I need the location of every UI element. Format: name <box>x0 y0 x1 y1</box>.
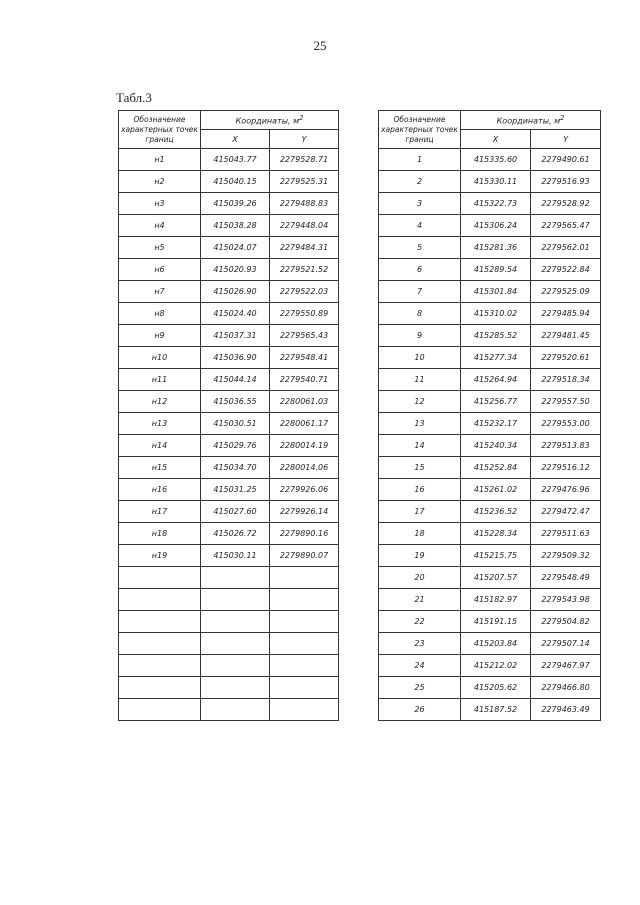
cell-point: н8 <box>119 303 201 325</box>
cell-x: 415207.57 <box>461 567 531 589</box>
cell-point: 3 <box>379 193 461 215</box>
table-row <box>379 633 601 655</box>
header-coordinates <box>201 111 339 130</box>
cell-x: 415034.70 <box>201 457 270 479</box>
cell-y: 2279565.43 <box>270 325 339 347</box>
cell-y <box>270 567 339 589</box>
cell-x <box>201 655 270 677</box>
cell-x: 415240.34 <box>461 435 531 457</box>
cell-y: 2279485.94 <box>531 303 601 325</box>
header-y: Y <box>531 130 601 149</box>
cell-x: 415020.93 <box>201 259 270 281</box>
cell-point: н3 <box>119 193 201 215</box>
cell-x: 415037.31 <box>201 325 270 347</box>
table-row <box>119 479 339 501</box>
cell-x: 415203.84 <box>461 633 531 655</box>
cell-point: 17 <box>379 501 461 523</box>
table-row <box>379 435 601 457</box>
cell-x: 415264.94 <box>461 369 531 391</box>
table-row <box>119 699 339 721</box>
cell-point: н12 <box>119 391 201 413</box>
cell-x: 415036.55 <box>201 391 270 413</box>
coordinates-table-right <box>378 110 601 721</box>
cell-y: 2279472.47 <box>531 501 601 523</box>
cell-point: н1 <box>119 149 201 171</box>
table-row <box>379 655 601 677</box>
cell-y <box>270 655 339 677</box>
cell-point <box>119 633 201 655</box>
cell-x <box>201 677 270 699</box>
cell-y: 2279516.93 <box>531 171 601 193</box>
header-point-designation: Обозначение характерных точек границ <box>119 111 201 149</box>
cell-x: 415310.02 <box>461 303 531 325</box>
cell-point <box>119 655 201 677</box>
cell-x: 415031.25 <box>201 479 270 501</box>
table-row <box>379 369 601 391</box>
cell-y: 2279548.41 <box>270 347 339 369</box>
cell-x: 415215.75 <box>461 545 531 567</box>
page-number: 25 <box>313 38 327 53</box>
cell-y: 2279528.92 <box>531 193 601 215</box>
cell-point: 19 <box>379 545 461 567</box>
cell-y: 2280014.06 <box>270 457 339 479</box>
cell-y: 2279516.12 <box>531 457 601 479</box>
table-row <box>119 413 339 435</box>
cell-y: 2279507.14 <box>531 633 601 655</box>
table-row <box>119 391 339 413</box>
cell-x: 415322.73 <box>461 193 531 215</box>
cell-y: 2279926.06 <box>270 479 339 501</box>
cell-point: н2 <box>119 171 201 193</box>
cell-point: н17 <box>119 501 201 523</box>
cell-x: 415026.72 <box>201 523 270 545</box>
table-row <box>119 281 339 303</box>
table-row <box>379 215 601 237</box>
table-row <box>119 347 339 369</box>
cell-y: 2279528.71 <box>270 149 339 171</box>
cell-point: 11 <box>379 369 461 391</box>
cell-y: 2279522.03 <box>270 281 339 303</box>
cell-x: 415191.15 <box>461 611 531 633</box>
table-row <box>379 281 601 303</box>
table-row <box>119 369 339 391</box>
table-row <box>379 325 601 347</box>
cell-x <box>201 633 270 655</box>
cell-point: н11 <box>119 369 201 391</box>
cell-point: 12 <box>379 391 461 413</box>
cell-y: 2279543.98 <box>531 589 601 611</box>
cell-y: 2279525.31 <box>270 171 339 193</box>
cell-point: 18 <box>379 523 461 545</box>
cell-y: 2279565.47 <box>531 215 601 237</box>
cell-x: 415261.02 <box>461 479 531 501</box>
cell-y: 2279550.89 <box>270 303 339 325</box>
cell-x: 415228.34 <box>461 523 531 545</box>
table-row <box>119 611 339 633</box>
cell-point: 1 <box>379 149 461 171</box>
cell-y: 2279467.97 <box>531 655 601 677</box>
cell-point: 5 <box>379 237 461 259</box>
table-row <box>119 193 339 215</box>
cell-point: н13 <box>119 413 201 435</box>
table-row <box>379 303 601 325</box>
cell-point: 26 <box>379 699 461 721</box>
cell-point: н19 <box>119 545 201 567</box>
table-row <box>119 237 339 259</box>
cell-x: 415281.36 <box>461 237 531 259</box>
header-x: X <box>201 130 270 149</box>
header-x: X <box>461 130 531 149</box>
cell-point: 23 <box>379 633 461 655</box>
cell-y: 2279557.50 <box>531 391 601 413</box>
header-coordinates-sup: 2 <box>299 114 304 123</box>
cell-point: 25 <box>379 677 461 699</box>
cell-x: 415182.97 <box>461 589 531 611</box>
table-row <box>119 655 339 677</box>
cell-x: 415030.51 <box>201 413 270 435</box>
cell-y: 2279553.00 <box>531 413 601 435</box>
table-row <box>119 677 339 699</box>
cell-y: 2279522.84 <box>531 259 601 281</box>
cell-point: н4 <box>119 215 201 237</box>
cell-point <box>119 567 201 589</box>
cell-x: 415256.77 <box>461 391 531 413</box>
cell-x: 415205.62 <box>461 677 531 699</box>
table-row <box>379 259 601 281</box>
cell-point <box>119 677 201 699</box>
cell-y <box>270 589 339 611</box>
table-row <box>379 457 601 479</box>
header-y: Y <box>270 130 339 149</box>
table-row <box>379 611 601 633</box>
table-row <box>119 589 339 611</box>
table-row <box>379 193 601 215</box>
cell-y: 2279466.80 <box>531 677 601 699</box>
table-row <box>119 259 339 281</box>
cell-x: 415044.14 <box>201 369 270 391</box>
table-row <box>119 567 339 589</box>
header-point-designation: Обозначение характерных точек границ <box>379 111 461 149</box>
cell-y: 2279520.61 <box>531 347 601 369</box>
cell-point: н5 <box>119 237 201 259</box>
table-row <box>119 171 339 193</box>
table-row <box>379 413 601 435</box>
header-coordinates-label: Координаты, м <box>235 116 300 126</box>
cell-x: 415252.84 <box>461 457 531 479</box>
cell-y: 2279513.83 <box>531 435 601 457</box>
table-row <box>119 435 339 457</box>
cell-x: 415039.26 <box>201 193 270 215</box>
cell-x: 415232.17 <box>461 413 531 435</box>
table-row <box>379 479 601 501</box>
cell-x: 415040.15 <box>201 171 270 193</box>
cell-x: 415036.90 <box>201 347 270 369</box>
cell-y: 2279481.45 <box>531 325 601 347</box>
cell-x: 415277.34 <box>461 347 531 369</box>
cell-y: 2279518.34 <box>531 369 601 391</box>
cell-x: 415301.84 <box>461 281 531 303</box>
cell-y: 2279488.83 <box>270 193 339 215</box>
cell-point: н6 <box>119 259 201 281</box>
cell-x: 415289.54 <box>461 259 531 281</box>
cell-point: н14 <box>119 435 201 457</box>
cell-y: 2279509.32 <box>531 545 601 567</box>
cell-point: 15 <box>379 457 461 479</box>
cell-y: 2279890.07 <box>270 545 339 567</box>
header-coordinates-sup: 2 <box>560 114 565 123</box>
cell-y: 2279562.01 <box>531 237 601 259</box>
table-row <box>119 501 339 523</box>
cell-point: 21 <box>379 589 461 611</box>
cell-point: 6 <box>379 259 461 281</box>
cell-x: 415285.52 <box>461 325 531 347</box>
cell-y: 2280061.17 <box>270 413 339 435</box>
cell-x: 415335.60 <box>461 149 531 171</box>
cell-point: н15 <box>119 457 201 479</box>
cell-y: 2280014.19 <box>270 435 339 457</box>
cell-x: 415038.28 <box>201 215 270 237</box>
table-row <box>379 171 601 193</box>
cell-y <box>270 677 339 699</box>
table-row <box>119 457 339 479</box>
cell-y: 2279504.82 <box>531 611 601 633</box>
cell-x: 415024.07 <box>201 237 270 259</box>
cell-y: 2279525.09 <box>531 281 601 303</box>
cell-point: н7 <box>119 281 201 303</box>
cell-point: 7 <box>379 281 461 303</box>
cell-point: 8 <box>379 303 461 325</box>
table-row <box>379 589 601 611</box>
cell-y: 2279890.16 <box>270 523 339 545</box>
cell-point: н16 <box>119 479 201 501</box>
cell-x: 415030.11 <box>201 545 270 567</box>
cell-x <box>201 699 270 721</box>
cell-point: 20 <box>379 567 461 589</box>
cell-y: 2279540.71 <box>270 369 339 391</box>
table-row <box>379 501 601 523</box>
cell-x: 415043.77 <box>201 149 270 171</box>
cell-y: 2279511.63 <box>531 523 601 545</box>
cell-x <box>201 589 270 611</box>
table-row <box>379 347 601 369</box>
cell-y <box>270 633 339 655</box>
table-row <box>379 391 601 413</box>
cell-point: 10 <box>379 347 461 369</box>
cell-y: 2279548.49 <box>531 567 601 589</box>
table-row <box>119 523 339 545</box>
table-row <box>379 545 601 567</box>
cell-x: 415027.60 <box>201 501 270 523</box>
cell-x <box>201 567 270 589</box>
coordinates-table-left <box>118 110 339 721</box>
cell-x: 415306.24 <box>461 215 531 237</box>
table-row <box>379 237 601 259</box>
cell-x: 415212.02 <box>461 655 531 677</box>
table-row <box>119 303 339 325</box>
cell-x: 415026.90 <box>201 281 270 303</box>
cell-point: 4 <box>379 215 461 237</box>
cell-point <box>119 589 201 611</box>
cell-point: 24 <box>379 655 461 677</box>
cell-point <box>119 699 201 721</box>
cell-point: 2 <box>379 171 461 193</box>
table-row <box>119 149 339 171</box>
cell-y: 2280061.03 <box>270 391 339 413</box>
cell-y <box>270 611 339 633</box>
cell-y: 2279463.49 <box>531 699 601 721</box>
cell-x: 415029.76 <box>201 435 270 457</box>
cell-x: 415236.52 <box>461 501 531 523</box>
cell-point <box>119 611 201 633</box>
cell-point: 16 <box>379 479 461 501</box>
table-row <box>119 545 339 567</box>
table-row <box>119 215 339 237</box>
cell-y: 2279448.04 <box>270 215 339 237</box>
cell-point: 22 <box>379 611 461 633</box>
table-row <box>379 699 601 721</box>
cell-y: 2279476.96 <box>531 479 601 501</box>
cell-point: 9 <box>379 325 461 347</box>
cell-point: 14 <box>379 435 461 457</box>
cell-x: 415187.52 <box>461 699 531 721</box>
cell-y <box>270 699 339 721</box>
header-coordinates <box>461 111 601 130</box>
cell-point: н9 <box>119 325 201 347</box>
cell-y: 2279521.52 <box>270 259 339 281</box>
table-row <box>379 149 601 171</box>
cell-point: н18 <box>119 523 201 545</box>
cell-y: 2279484.31 <box>270 237 339 259</box>
cell-x: 415024.40 <box>201 303 270 325</box>
table-row <box>379 523 601 545</box>
table-row <box>119 325 339 347</box>
table-row <box>379 677 601 699</box>
header-coordinates-label: Координаты, м <box>496 116 561 126</box>
table-row <box>379 567 601 589</box>
table-caption: Табл.3 <box>116 90 152 105</box>
cell-x: 415330.11 <box>461 171 531 193</box>
cell-y: 2279926.14 <box>270 501 339 523</box>
cell-y: 2279490.61 <box>531 149 601 171</box>
table-row <box>119 633 339 655</box>
cell-point: 13 <box>379 413 461 435</box>
cell-x <box>201 611 270 633</box>
cell-point: н10 <box>119 347 201 369</box>
